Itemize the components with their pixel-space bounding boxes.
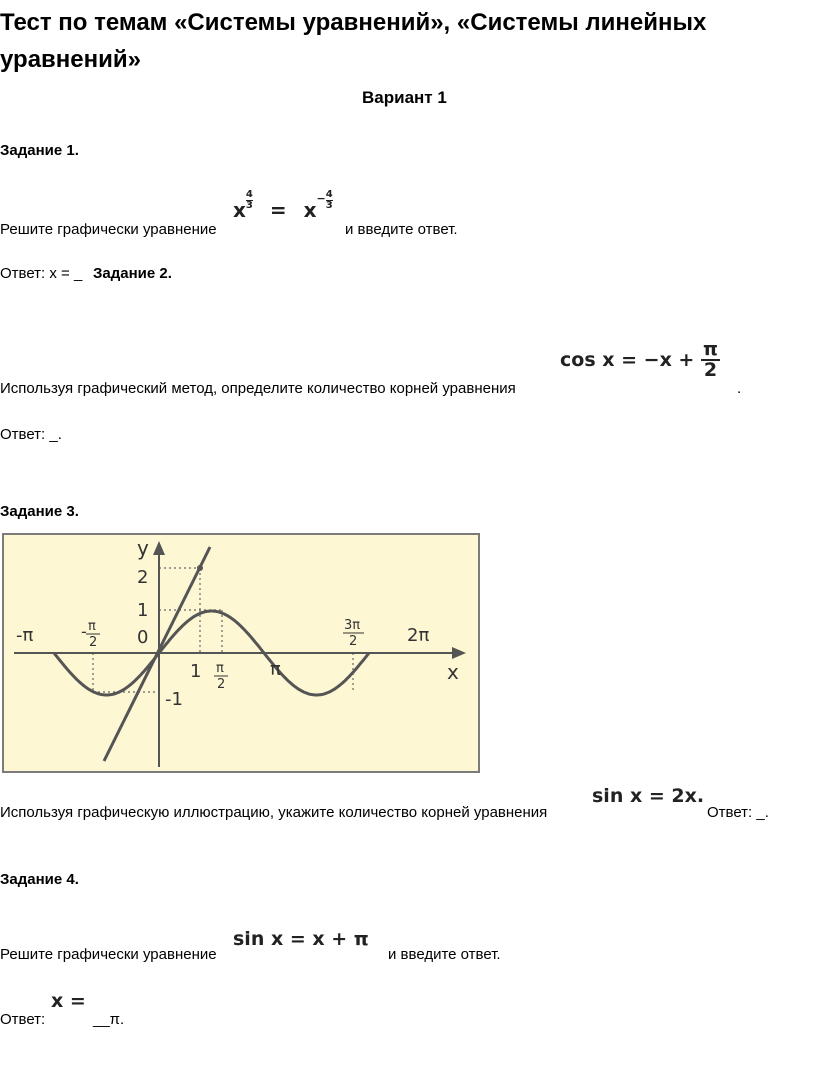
task-3-heading: Задание 3. (0, 503, 79, 520)
variant-label: Вариант 1 (362, 88, 447, 107)
tick-pi-over-2-num: π (216, 661, 224, 676)
tick-x-1: 1 (190, 661, 202, 682)
task-3-answer: Ответ: _. (707, 804, 769, 821)
tick-3pi-over-2-den: 2 (349, 634, 358, 649)
tick-y-1: 1 (137, 600, 149, 621)
task-1-text: Решите графически уравнение (0, 221, 217, 238)
task-4-text-after: и введите ответ. (388, 946, 501, 963)
task-1-text-after: и введите ответ. (345, 221, 458, 238)
eq-equals: = (269, 198, 287, 222)
tick-minus-pi-over-2-num: π (88, 619, 96, 634)
tick-pi-over-2-den: 2 (217, 677, 226, 692)
eq-base-right: x (303, 198, 317, 222)
intersection-point (197, 565, 203, 571)
tick-minus-pi-over-2-den: 2 (89, 635, 98, 650)
task-3-equation: sin x = 2x. (592, 785, 705, 807)
x-axis-label: x (447, 660, 459, 684)
tick-minus-pi: -π (16, 625, 34, 646)
task-4-equation: sin x = x + π (233, 928, 369, 950)
task-4-text: Решите графически уравнение (0, 946, 217, 963)
tick-2pi: 2π (407, 625, 430, 646)
eq-exp-left: $\frac{4}{3}$ (245, 189, 253, 211)
task-3-text: Используя графическую иллюстрацию, укажите количество корней уравнения (0, 804, 548, 821)
y-axis-label: y (137, 536, 149, 560)
task-1-heading: Задание 1. (0, 142, 79, 159)
tick-pi: π (270, 659, 281, 680)
task-4-answer-tail: __π. (93, 1011, 125, 1028)
task-1-answer: Ответ: x = _ (0, 265, 83, 282)
task-2-equation (560, 340, 720, 380)
task-4-answer-equation: x = (51, 990, 86, 1012)
eq-exp-right: $\frac{4}{3}$ (325, 189, 333, 211)
tick-3pi-over-2-num: 3π (344, 618, 361, 633)
task-4-answer-label: Ответ: (0, 1011, 46, 1028)
eq-fraction: $\frac{\pi}{2}$ (702, 338, 719, 381)
y-axis-arrow (153, 541, 165, 555)
eq-base-left: x (233, 198, 246, 222)
tick-y-2: 2 (137, 567, 149, 588)
x-axis-arrow (452, 647, 466, 659)
eq-exp-right-sign: − (316, 192, 326, 205)
graph-svg (4, 535, 478, 771)
tick-minus-pi-over-2-sign: - (81, 622, 87, 641)
task-1-equation (233, 189, 333, 222)
tick-y-minus-1: -1 (165, 689, 183, 710)
page-title: Тест по темам «Системы уравнений», «Системы линейных уравнений» (0, 9, 707, 73)
task-4-heading: Задание 4. (0, 871, 79, 888)
task-2-eq-end: . (737, 380, 742, 397)
sine-graph (2, 533, 480, 773)
task-2-answer: Ответ: _. (0, 426, 62, 443)
origin-label: 0 (137, 627, 149, 648)
task-2-heading: Задание 2. (93, 265, 172, 282)
task-2-text: Используя графический метод, определите количество корней уравнения (0, 380, 516, 397)
eq-left: cos x = −x + (560, 349, 695, 371)
